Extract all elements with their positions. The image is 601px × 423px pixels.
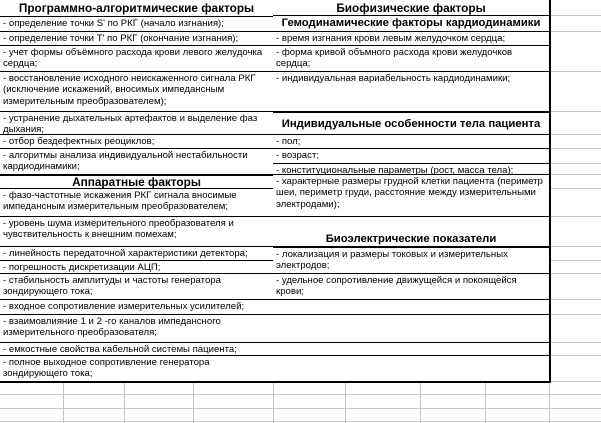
list-item[interactable]: - характерные размеры грудной клетки пациента (периметр шеи, периметр груди, расстояние между измерительными электродами); bbox=[273, 174, 549, 217]
list-item[interactable]: - полное выходное сопротивление генератора зондирующего тока; bbox=[0, 355, 273, 381]
hardware-factors-header: Аппаратные факторы bbox=[0, 174, 273, 189]
software-hardware-column bbox=[0, 0, 275, 383]
list-item[interactable]: - локализация и размеры токовых и измерительных электродов; bbox=[273, 246, 549, 274]
empty-cell[interactable] bbox=[273, 355, 549, 382]
list-item[interactable]: - возраст; bbox=[273, 148, 549, 164]
list-item[interactable]: - определение точки S' по РКГ (начало изгнания); bbox=[0, 16, 273, 32]
list-item[interactable]: - форма кривой объмного расхода крови желудочков сердца; bbox=[273, 45, 549, 72]
list-item[interactable]: - отбор бездефектных реоциклов; bbox=[0, 134, 273, 149]
list-item[interactable]: - конституциональные параметры (рост, масса тела); bbox=[273, 163, 549, 175]
empty-cell[interactable] bbox=[273, 314, 549, 344]
list-item[interactable]: - стабильность амплитуды и частоты генератора зондирующего тока; bbox=[0, 273, 273, 300]
list-item[interactable]: - индивидуальная вариабельность кардиодинамики; bbox=[273, 71, 549, 112]
bioelectric-indicators-header: Биоэлектрические показатели bbox=[273, 216, 549, 247]
list-item[interactable]: - фазо-частотные искажения РКГ сигнала вносимые импедансным измерительным преобразователем; bbox=[0, 188, 273, 217]
individual-features-header: Индивидуальные особенности тела пациента bbox=[273, 111, 549, 135]
list-item[interactable]: - удельное сопротивление движущейся и покоящейся крови; bbox=[273, 273, 549, 300]
list-item[interactable]: - восстановление исходного неискаженного сигнала РКГ (исключение искажений, вносимых импедансным измерительным преобразователем); bbox=[0, 71, 273, 112]
list-item[interactable]: - определение точки T' по РКГ (окончание изгнания); bbox=[0, 31, 273, 47]
list-item[interactable]: - погрешность дискретизации АЦП; bbox=[0, 260, 273, 274]
list-item[interactable]: - алгоритмы анализа индивидуальной нестабильности кардиодинамики; bbox=[0, 148, 273, 174]
list-item[interactable]: - взаимовлияние 1 и 2 -го каналов импедансного измерительного преобразователя; bbox=[0, 314, 273, 343]
biophysical-column bbox=[273, 0, 551, 383]
list-item[interactable]: - пол; bbox=[273, 134, 549, 149]
list-item[interactable]: - емкостные свойства кабельной системы пациента; bbox=[0, 342, 273, 356]
list-item[interactable]: - линейность передаточной характеристики детектора; bbox=[0, 246, 273, 261]
list-item[interactable]: - уровень шума измерительного преобразователя и чувствительность к внешним помехам; bbox=[0, 216, 273, 247]
hemodynamic-factors-header: Гемодинамические факторы кардиодинамики bbox=[273, 15, 549, 32]
list-item[interactable]: - устранение дыхательных артефактов и выделение фаз дыхания; bbox=[0, 111, 273, 135]
list-item[interactable]: - учет формы объёмного расхода крови левого желудочка сердца; bbox=[0, 45, 273, 72]
software-factors-header: Программно-алгоритмические факторы bbox=[18, 1, 255, 15]
list-item[interactable]: - входное сопротивление измерительных усилителей; bbox=[0, 299, 273, 315]
biophysical-factors-header: Биофизические факторы bbox=[336, 1, 486, 15]
list-item[interactable]: - время изгнания крови левым желудочком сердца; bbox=[273, 31, 549, 46]
